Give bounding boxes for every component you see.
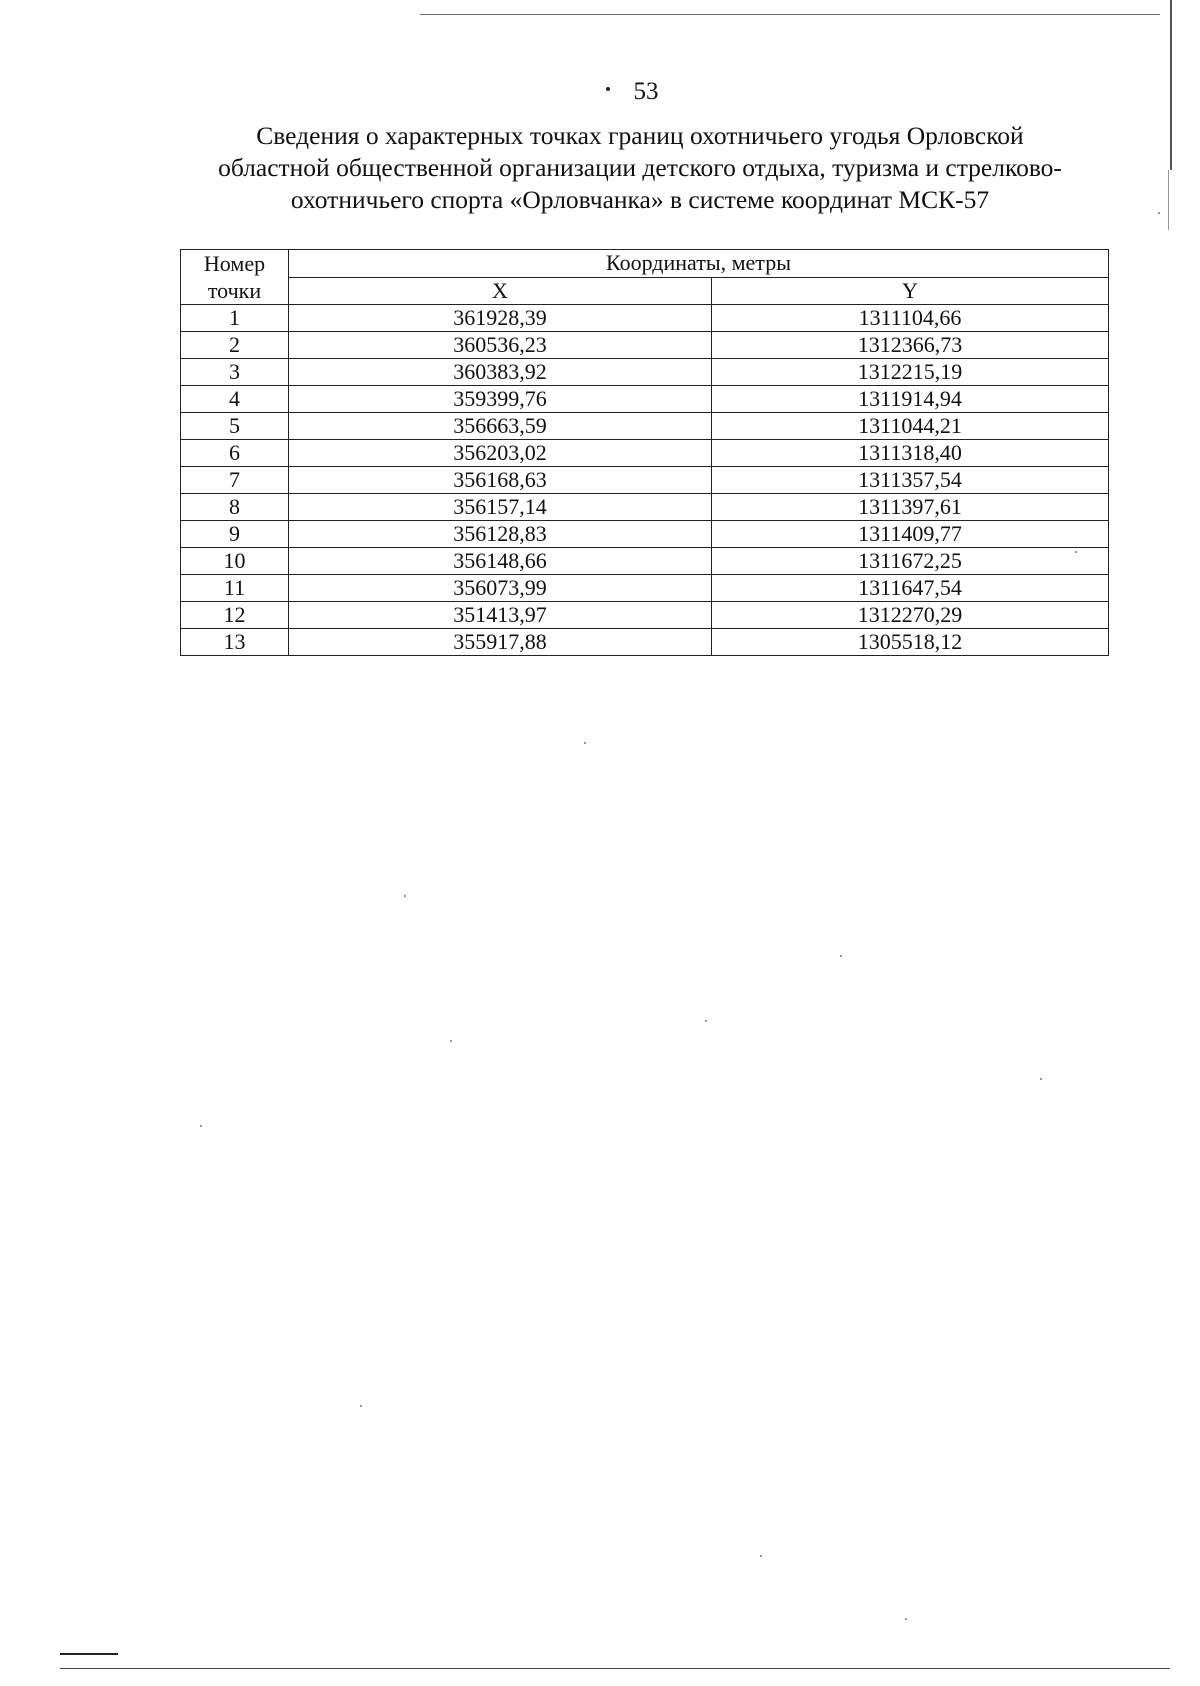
- x-coordinate-cell: 356073,99: [289, 575, 712, 602]
- table-row: [181, 413, 1109, 440]
- coordinates-table: [180, 249, 1109, 656]
- header-row: [181, 250, 1109, 278]
- table-row: [181, 521, 1109, 548]
- point-number-cell: 1: [181, 305, 289, 332]
- x-coordinate-cell: 356168,63: [289, 467, 712, 494]
- x-coordinate-cell: 356203,02: [289, 440, 712, 467]
- table-row: [181, 629, 1109, 656]
- x-coordinate-cell: 356157,14: [289, 494, 712, 521]
- document-title: [160, 120, 1120, 216]
- scan-speck: [705, 1020, 707, 1022]
- scan-speck: [1158, 212, 1160, 214]
- point-number-cell: 8: [181, 494, 289, 521]
- table-row: [181, 494, 1109, 521]
- point-number-cell: 12: [181, 602, 289, 629]
- scan-speck: [584, 742, 586, 744]
- y-coordinate-cell: 1311357,54: [712, 467, 1109, 494]
- page-number: 53: [633, 78, 659, 105]
- y-coordinate-cell: 1311318,40: [712, 440, 1109, 467]
- y-coordinate-cell: 1311914,94: [712, 386, 1109, 413]
- y-coordinate-cell: 1312215,19: [712, 359, 1109, 386]
- x-coordinate-cell: 356148,66: [289, 548, 712, 575]
- scan-speck: [905, 1618, 907, 1620]
- header-row: [181, 277, 1109, 305]
- y-column-header: Y: [712, 277, 1109, 305]
- scan-speck: [450, 1040, 452, 1042]
- header-label: Номер: [203, 251, 266, 276]
- table-row: [181, 467, 1109, 494]
- x-coordinate-cell: 351413,97: [289, 602, 712, 629]
- title-line: охотничьего спорта «Орловчанка» в системе координат МСК-57: [290, 185, 990, 214]
- point-number-cell: 6: [181, 440, 289, 467]
- y-coordinate-cell: 1312366,73: [712, 332, 1109, 359]
- point-number-cell: 4: [181, 386, 289, 413]
- scan-speck: [840, 955, 842, 957]
- scan-speck: [404, 895, 406, 897]
- x-coordinate-cell: 359399,76: [289, 386, 712, 413]
- scan-speck: [1040, 1078, 1042, 1080]
- table-row: [181, 332, 1109, 359]
- x-column-header: X: [289, 277, 712, 305]
- y-coordinate-cell: 1311672,25: [712, 548, 1109, 575]
- scan-edge-right-faint: [1168, 170, 1169, 230]
- y-coordinate-cell: 1305518,12: [712, 629, 1109, 656]
- x-coordinate-cell: 360383,92: [289, 359, 712, 386]
- table-row: [181, 440, 1109, 467]
- x-coordinate-cell: 356128,83: [289, 521, 712, 548]
- y-coordinate-cell: 1311647,54: [712, 575, 1109, 602]
- y-coordinate-cell: 1312270,29: [712, 602, 1109, 629]
- y-coordinate-cell: 1311397,61: [712, 494, 1109, 521]
- point-number-cell: 9: [181, 521, 289, 548]
- coordinates-group-header: Координаты, метры: [289, 250, 1109, 278]
- title-line: Сведения о характерных точках границ охотничьего угодья Орловской: [256, 121, 1024, 150]
- scan-speck: [200, 1125, 202, 1127]
- point-number-cell: 11: [181, 575, 289, 602]
- x-coordinate-cell: 355917,88: [289, 629, 712, 656]
- table-row: [181, 359, 1109, 386]
- y-coordinate-cell: 1311104,66: [712, 305, 1109, 332]
- point-number-cell: 3: [181, 359, 289, 386]
- scan-speck: [360, 1405, 362, 1407]
- y-coordinate-cell: 1311044,21: [712, 413, 1109, 440]
- y-coordinate-cell: 1311409,77: [712, 521, 1109, 548]
- point-number-cell: 2: [181, 332, 289, 359]
- x-coordinate-cell: 356663,59: [289, 413, 712, 440]
- table-row: [181, 575, 1109, 602]
- scan-edge-bottom: [60, 1668, 1170, 1669]
- table-header: [181, 250, 1109, 305]
- header-label: точки: [207, 278, 262, 303]
- table-body: [181, 305, 1109, 656]
- scan-edge-top: [420, 14, 1160, 15]
- point-number-header: [181, 250, 289, 305]
- title-line: областной общественной организации детского отдыха, туризма и стрелково-: [218, 153, 1062, 182]
- point-number-cell: 10: [181, 548, 289, 575]
- table-row: [181, 305, 1109, 332]
- table-row: [181, 548, 1109, 575]
- scan-mark-bottom-left: [60, 1653, 118, 1655]
- scan-speck: [760, 1555, 762, 1557]
- table-row: [181, 386, 1109, 413]
- point-number-cell: 7: [181, 467, 289, 494]
- x-coordinate-cell: 360536,23: [289, 332, 712, 359]
- point-number-cell: 13: [181, 629, 289, 656]
- table-row: [181, 602, 1109, 629]
- point-number-cell: 5: [181, 413, 289, 440]
- x-coordinate-cell: 361928,39: [289, 305, 712, 332]
